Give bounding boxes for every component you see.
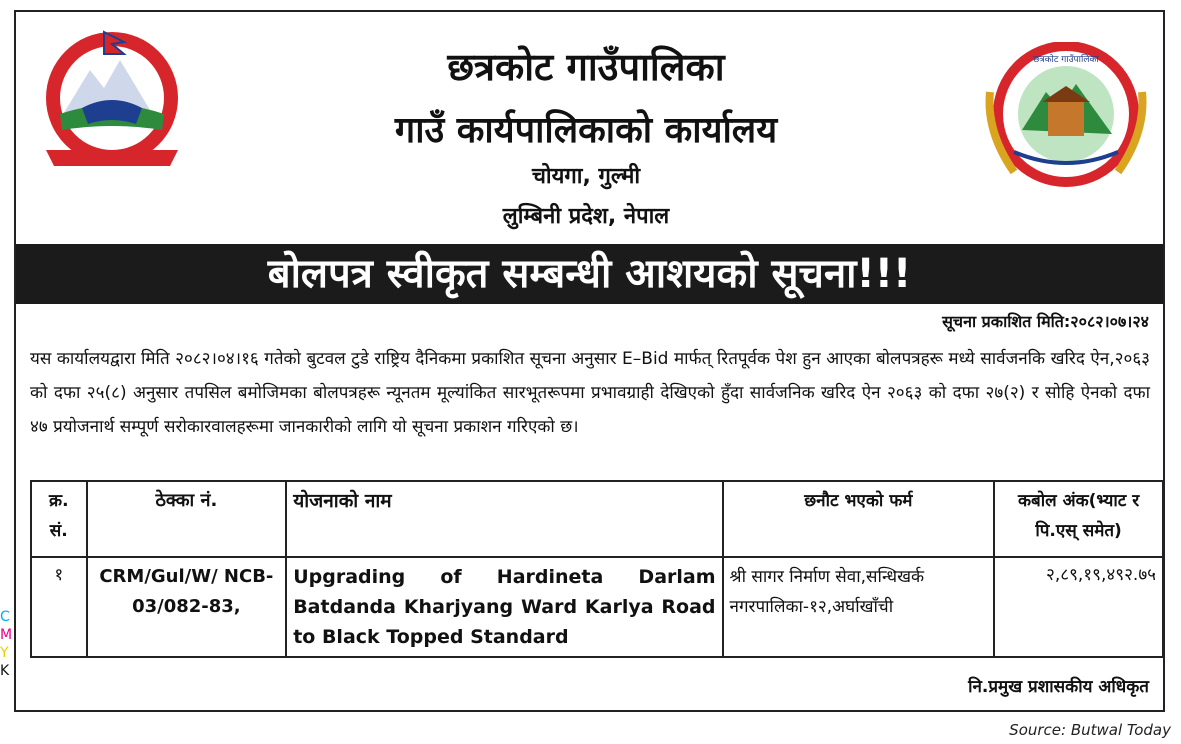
cell-bid-amount: २,८९,१९,४९२.७५ bbox=[994, 557, 1163, 657]
cmyk-m: M bbox=[0, 627, 13, 643]
award-table bbox=[30, 480, 1164, 658]
publish-date: सूचना प्रकाशित मिति:२०८२।०७।२४ bbox=[942, 312, 1149, 331]
municipality-logo-icon bbox=[984, 42, 1149, 192]
table-row bbox=[31, 557, 1163, 657]
header-contract-no: ठेक्का नं. bbox=[87, 481, 287, 557]
office-name: गाउँ कार्यपालिकाको कार्यालय bbox=[394, 110, 778, 151]
emblem-right-text: छत्रकोट गाउँपालिका bbox=[1033, 55, 1099, 65]
cell-serial: १ bbox=[31, 557, 87, 657]
header-serial: क्र. सं. bbox=[31, 481, 87, 557]
cmyk-y: Y bbox=[0, 645, 9, 661]
header-project-name: योजनाको नाम bbox=[286, 481, 722, 557]
nepal-government-emblem-icon bbox=[32, 26, 192, 176]
cell-project-name: Upgrading of Hardineta Darlam Batdanda Kharjyang Ward Karlya Road to Black Topped Standard bbox=[286, 557, 722, 657]
cmyk-k: K bbox=[0, 663, 10, 679]
notice-frame bbox=[14, 10, 1165, 712]
cmyk-c: C bbox=[0, 609, 10, 625]
header-selected-firm: छनौट भएको फर्म bbox=[723, 481, 995, 557]
source-credit: Source: Butwal Today bbox=[1009, 721, 1171, 739]
header-bid-amount: कबोल अंक(भ्याट र पि.एस् समेत) bbox=[994, 481, 1163, 557]
table-header-row bbox=[31, 481, 1163, 557]
office-province: लुम्बिनी प्रदेश, नेपाल bbox=[502, 204, 670, 229]
office-location: चोयगा, गुल्मी bbox=[531, 164, 641, 189]
cell-selected-firm: श्री सागर निर्माण सेवा,सन्धिखर्क नगरपालिका-१२,अर्घाखाँची bbox=[723, 557, 995, 657]
municipality-name: छत्रकोट गाउँपालिका bbox=[447, 45, 725, 89]
signatory-title: नि.प्रमुख प्रशासकीय अधिकृत bbox=[968, 677, 1149, 697]
cell-contract-no: CRM/Gul/W/ NCB-03/082-83, bbox=[87, 557, 287, 657]
print-color-marks bbox=[0, 608, 12, 680]
notice-title-banner: बोलपत्र स्वीकृत सम्बन्धी आशयको सूचना!!! bbox=[16, 244, 1163, 304]
notice-body: यस कार्यालयद्वारा मिति २०८२।०४।१६ गतेको बुटवल टुडे राष्ट्रिय दैनिकमा प्रकाशित सूचना अनुसार E–Bid मार्फत् रितपूर्वक पेश हुन आएका बोलपत्रहरू मध्ये सार्वजनकि खरिद ऐन,२०६३ को दफा २५(८) अनुसार तपसिल बमोजिमका बोलपत्रहरू न्यूनतम मूल्यांकित सारभूतरूपमा प्रभावग्राही देखिएको हुँदा सार्वजनिक खरिद ऐन २०६३ को दफा २७(२) र सोहि ऐनको दफा ४७ प्रयोजनार्थ सम्पूर्ण सरोकारवालहरूमा जानकारीको लागि यो सूचना प्रकाशन गरिएको छ। bbox=[30, 349, 1150, 437]
